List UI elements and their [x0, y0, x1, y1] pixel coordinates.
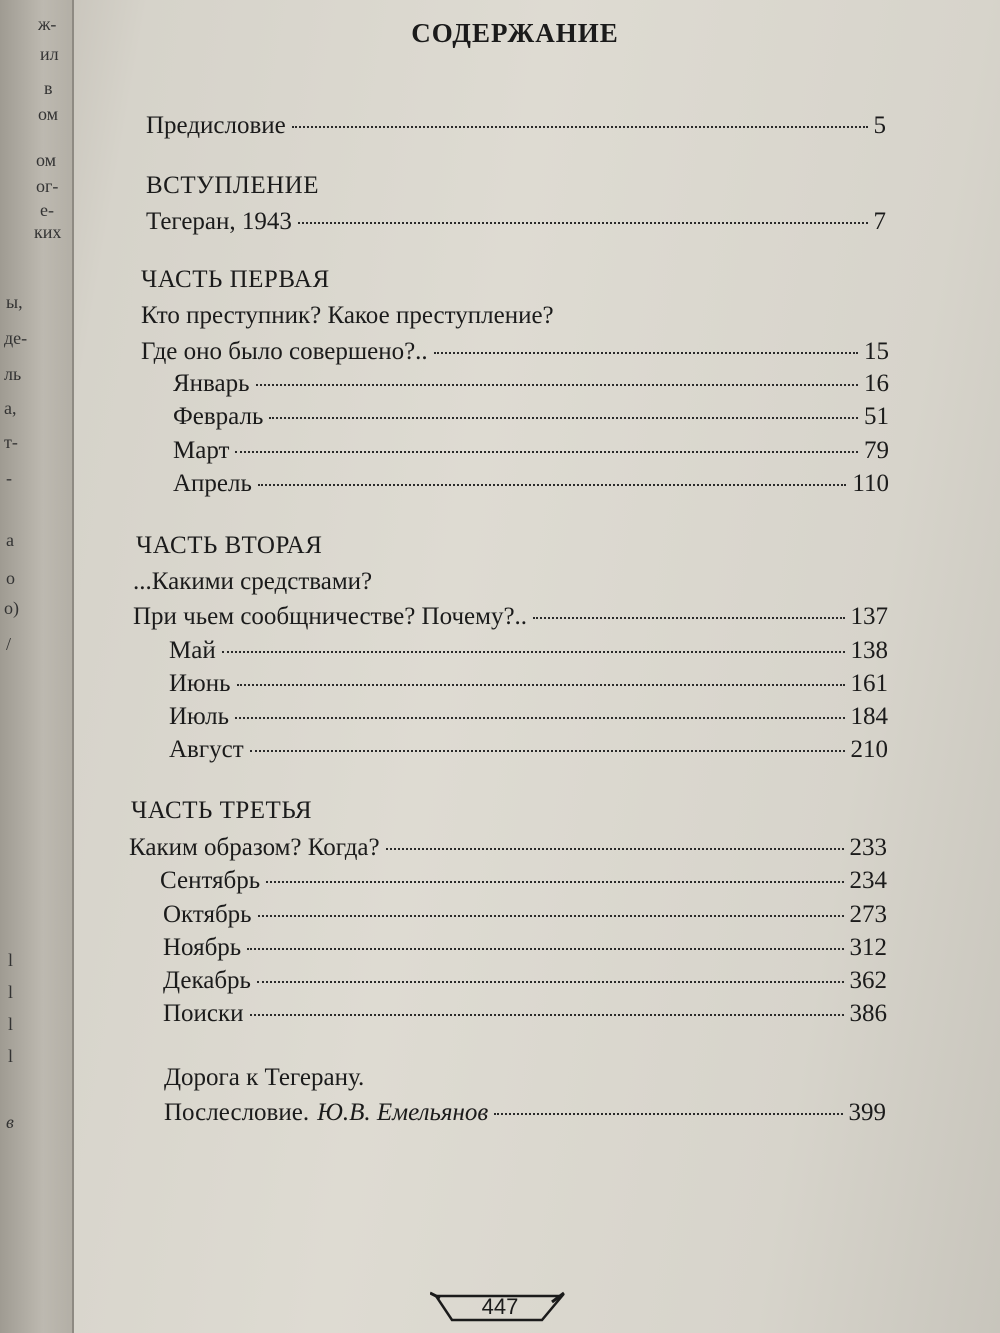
entry-label: ...Какими средствами? [133, 568, 373, 595]
entry-page: 234 [849, 867, 887, 894]
toc-entry [169, 703, 888, 731]
entry-label: Где оно было совершено?.. [141, 338, 428, 365]
facing-page-edge [0, 0, 74, 1333]
facing-text-fragment: в [6, 1112, 14, 1132]
facing-text-fragment: ж- [38, 14, 57, 34]
dot-leader [258, 484, 847, 486]
facing-text-fragment: ил [40, 44, 59, 64]
entry-page: 110 [852, 470, 889, 497]
dot-leader [257, 981, 844, 983]
entry-label: Тегеран, 1943 [146, 208, 292, 235]
dot-leader [266, 881, 843, 883]
facing-text-fragment: о) [4, 598, 19, 618]
facing-text-fragment: l [8, 982, 14, 1002]
entry-label: Май [169, 637, 216, 664]
entry-page: 233 [849, 834, 887, 861]
entry-page: 16 [864, 370, 889, 397]
facing-text-fragment: е- [40, 200, 54, 220]
toc-entry [173, 470, 889, 498]
facing-text-fragment: а, [4, 398, 17, 418]
entry-page: 5 [873, 112, 886, 139]
toc-entry [160, 867, 887, 895]
entry-label: Февраль [173, 403, 264, 430]
dot-leader [237, 684, 845, 686]
toc-entry [146, 208, 886, 236]
facing-text-fragment: l [8, 950, 14, 970]
toc-entry [163, 967, 887, 995]
entry-label: Август [169, 736, 244, 763]
entry-label: Каким образом? Когда? [129, 834, 380, 861]
facing-text-fragment: в [44, 78, 53, 98]
dot-leader [250, 1014, 844, 1016]
facing-text-fragment: де- [4, 328, 28, 348]
dot-leader [533, 617, 844, 619]
entry-label: Март [173, 437, 230, 464]
page-number-ornament [430, 1290, 570, 1328]
entry-label: Предисловие [146, 112, 286, 139]
entry-label: Октябрь [163, 901, 252, 928]
toc-entry [163, 1000, 887, 1028]
entry-page: 184 [850, 703, 888, 730]
toc-entry [129, 834, 887, 862]
entry-label: Июль [169, 703, 229, 730]
entry-page: 7 [873, 208, 886, 235]
facing-text-fragment: ль [4, 364, 22, 384]
facing-text-fragment: l [8, 1014, 14, 1034]
entry-label: Июнь [169, 670, 231, 697]
entry-label: Кто преступник? Какое преступление? [141, 302, 554, 329]
entry-label: Сентябрь [160, 867, 261, 894]
entry-page: 210 [850, 736, 888, 763]
page-title: СОДЕРЖАНИЕ [411, 18, 619, 48]
entry-page: 312 [849, 934, 887, 961]
entry-label: Декабрь [163, 967, 251, 994]
dot-leader [235, 451, 858, 453]
section-heading: ЧАСТЬ ТРЕТЬЯ [131, 797, 313, 824]
entry-label: Ноябрь [163, 934, 242, 961]
entry-page: 51 [864, 403, 889, 430]
entry-page: 386 [849, 1000, 887, 1027]
dot-leader [250, 750, 845, 752]
dot-leader [386, 848, 844, 850]
entry-label: Поиски [163, 1000, 244, 1027]
toc-entry [169, 736, 888, 764]
entry-page: 399 [848, 1099, 886, 1126]
dot-leader [494, 1113, 842, 1115]
entry-label: Послесловие. [164, 1099, 310, 1126]
facing-text-fragment: ких [34, 222, 62, 242]
toc-entry [141, 338, 889, 366]
page-number: 447 [481, 1294, 519, 1319]
facing-text-fragment: ом [38, 104, 59, 124]
toc-entry [163, 934, 887, 962]
facing-text-fragment: ы, [6, 292, 23, 312]
entry-page: 137 [850, 603, 888, 630]
toc-entry [173, 370, 889, 398]
toc-entry [173, 403, 889, 431]
dot-leader [258, 915, 844, 917]
section-heading: ЧАСТЬ ВТОРАЯ [136, 532, 323, 559]
entry-author: Ю.В. Емельянов [317, 1099, 489, 1126]
facing-text-fragment: а [6, 530, 14, 550]
facing-text-fragment: о [6, 568, 15, 588]
facing-text-fragment: ог- [36, 176, 59, 196]
toc-entry [163, 901, 887, 929]
entry-label: Апрель [173, 470, 252, 497]
dot-leader [298, 222, 868, 224]
facing-text-fragment: l [8, 1046, 14, 1066]
dot-leader [256, 384, 858, 386]
entry-page: 79 [864, 437, 889, 464]
entry-label: При чьем сообщничестве? Почему?.. [133, 603, 528, 630]
toc-entry [133, 603, 888, 631]
dot-leader [235, 717, 845, 719]
entry-page: 362 [849, 967, 887, 994]
entry-page: 161 [850, 670, 888, 697]
dot-leader [434, 352, 858, 354]
section-heading: ВСТУПЛЕНИЕ [146, 172, 319, 199]
toc-entry [173, 437, 889, 465]
entry-page: 273 [849, 901, 887, 928]
facing-text-fragment: ом [36, 150, 57, 170]
dot-leader [247, 948, 843, 950]
section-heading: ЧАСТЬ ПЕРВАЯ [141, 266, 330, 293]
dot-leader [292, 126, 868, 128]
toc-entry [169, 670, 888, 698]
entry-page: 138 [850, 637, 888, 664]
dot-leader [269, 417, 858, 419]
toc-entry [169, 637, 888, 665]
facing-text-fragment: - [6, 468, 12, 488]
facing-text-fragment: т- [4, 432, 18, 452]
entry-page: 15 [864, 338, 889, 365]
entry-label: Январь [173, 370, 250, 397]
entry-label: Дорога к Тегерану. [164, 1064, 365, 1091]
toc-entry [146, 112, 886, 140]
toc-entry [164, 1099, 886, 1127]
facing-text-fragment: / [6, 634, 12, 654]
dot-leader [222, 651, 845, 653]
